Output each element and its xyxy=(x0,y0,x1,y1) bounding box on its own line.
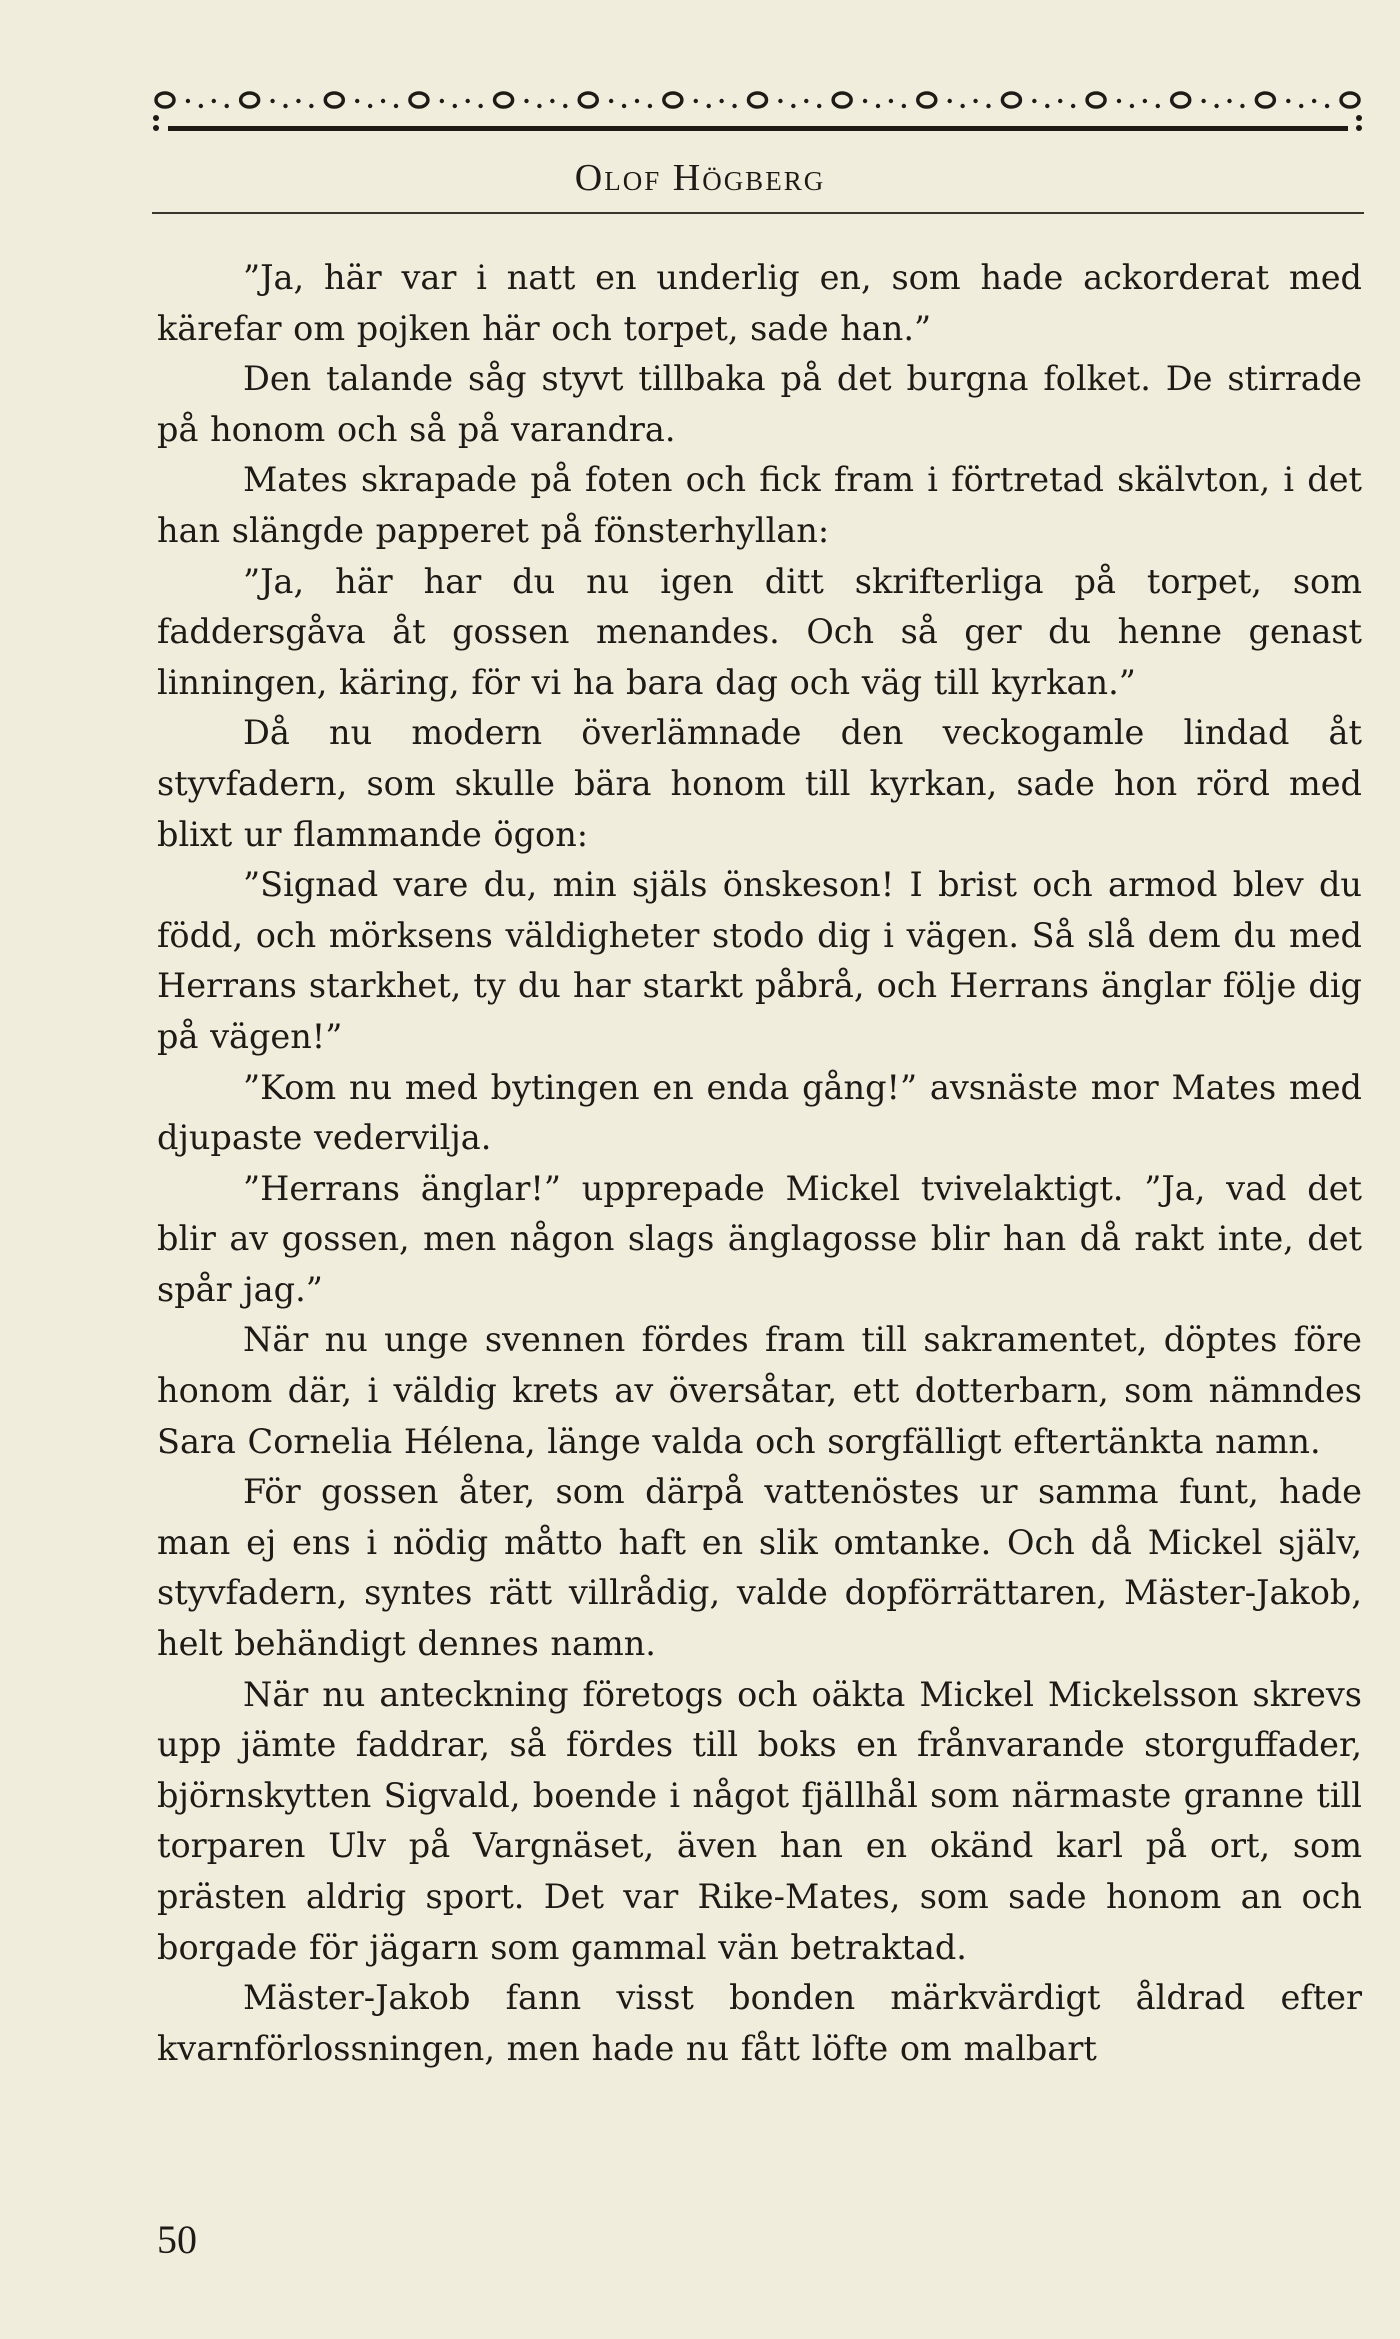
ornament-dot xyxy=(732,104,736,108)
paragraph: Mäster-Jakob fann visst bonden märkvärdigt åldrad efter kvarnförlossningen, men hade nu fått löfte om malbart xyxy=(157,1978,1362,2068)
ornament-ring xyxy=(156,93,174,107)
ornament-dot xyxy=(948,99,952,103)
ornament-dot xyxy=(609,99,613,103)
ornament-dot xyxy=(1130,104,1134,108)
ornament-dot xyxy=(212,99,216,103)
ornament-dot xyxy=(309,104,313,108)
ornament-ring xyxy=(833,93,851,107)
ornament-dot xyxy=(537,104,541,108)
ornament-dot xyxy=(440,99,444,103)
ornament-dot xyxy=(635,99,639,103)
ornament-dot xyxy=(153,115,159,121)
ornament-dot xyxy=(1356,115,1362,121)
ornament-dot xyxy=(1312,99,1316,103)
ornament-ring xyxy=(1256,93,1274,107)
ornament-dot xyxy=(550,99,554,103)
ornament-dot xyxy=(1240,104,1244,108)
paragraph: ”Kom nu med bytingen en enda gång!” avsnäste mor Mates med djupaste vedervilja. xyxy=(157,1067,1362,1158)
ornament-ring xyxy=(664,93,682,107)
ornament-dot xyxy=(1071,104,1075,108)
ornament-dot xyxy=(719,99,723,103)
paragraph: ”Herrans änglar!” upprepade Mickel tvivelaktigt. ”Ja, vad det blir av gossen, men någon slags änglagosse blir han då rakt inte, det spår jag.” xyxy=(157,1168,1362,1309)
ornament-ring xyxy=(579,93,597,107)
ornament-dot xyxy=(1117,99,1121,103)
paragraph: När nu unge svennen fördes fram till sakramentet, döptes före honom där, i väldig krets av översåtar, ett dotterbarn, som nämndes Sara Cornelia Hélena, länge valda och sorgfälligt eftertänkta namn. xyxy=(157,1320,1362,1461)
ornament-dot xyxy=(1325,104,1329,108)
ornament-dot xyxy=(270,99,274,103)
ornament-ring xyxy=(410,93,428,107)
ornament-dot xyxy=(960,104,964,108)
ornament-ring xyxy=(1002,93,1020,107)
ornament-dot xyxy=(1032,99,1036,103)
ornament-ring xyxy=(749,93,767,107)
ornament-dot xyxy=(524,99,528,103)
ornament-dot xyxy=(153,125,159,131)
ornament-dot xyxy=(1156,104,1160,108)
ornament-dot xyxy=(648,104,652,108)
ornament-dot xyxy=(817,104,821,108)
ornament-dot xyxy=(1214,104,1218,108)
body-text xyxy=(157,253,1362,2074)
paragraph: För gossen åter, som därpå vattenöstes ur samma funt, hade man ej ens i nödig måtto haft en slik omtanke. Och då Mickel själv, styvfadern, syntes rätt villrådig, valde dopförrättaren, Mäster-Jakob, helt behändigt dennes namn. xyxy=(157,1472,1362,1664)
ornament-dot xyxy=(1227,99,1231,103)
ornament-dot xyxy=(622,104,626,108)
ornament-dot xyxy=(1143,99,1147,103)
ornament-ring xyxy=(241,93,259,107)
ornament-dot xyxy=(1356,125,1362,131)
running-head: Olof Högberg xyxy=(574,157,826,199)
ornament-dot xyxy=(1286,99,1290,103)
paragraph: ”Ja, här var i natt en underlig en, som hade ackorderat med kärefar om pojken här och torpet, sade han.” xyxy=(157,258,1362,348)
ornament-rule xyxy=(168,126,1348,131)
paragraph: När nu anteckning företogs och oäkta Mickel Mickelsson skrevs upp jämte faddrar, så fördes till boks en frånvarande storguffader, björnskytten Sigvald, boende i något fjällhål som närmaste granne till torparen Ulv på Vargnäset, även han en okänd karl på ort, som prästen aldrig sport. Det var Rike-Mates, som sade honom an och borgade för jägarn som gammal vän betraktad. xyxy=(157,1674,1362,1967)
ornament-dot xyxy=(902,104,906,108)
ornament-dot xyxy=(804,99,808,103)
ornament-dot xyxy=(381,99,385,103)
ornament-dot xyxy=(453,104,457,108)
paragraph: ”Ja, här har du nu igen ditt skrifterliga på torpet, som faddersgåva åt gossen menandes. Och så ger du henne genast linningen, käring, för vi ha bara dag och väg till kyrkan.” xyxy=(157,561,1362,702)
ornament-dot xyxy=(876,104,880,108)
ornament-ring xyxy=(495,93,513,107)
ornament-ring xyxy=(1172,93,1190,107)
ornament-dot xyxy=(791,104,795,108)
ornament-dot xyxy=(889,99,893,103)
ornament-dot xyxy=(199,104,203,108)
ornament-dot xyxy=(283,104,287,108)
ornament-ring xyxy=(1341,93,1359,107)
page-number: 50 xyxy=(157,2217,197,2262)
ornament-dot xyxy=(225,104,229,108)
paragraph: Mates skrapade på foten och fick fram i förtretad skälvton, i det han slängde papperet på fönsterhyllan: xyxy=(157,460,1362,550)
ornament-dot xyxy=(694,99,698,103)
ornament-dot xyxy=(394,104,398,108)
ornament-dot xyxy=(1299,104,1303,108)
ornament-dot xyxy=(778,99,782,103)
ornament-dot xyxy=(368,104,372,108)
paragraph: Den talande såg styvt tillbaka på det burgna folket. De stirrade på honom och så på varandra. xyxy=(157,359,1362,449)
ornament-dot xyxy=(863,99,867,103)
ornament-ring xyxy=(325,93,343,107)
ornament-dot xyxy=(1058,99,1062,103)
ornament-dot xyxy=(973,99,977,103)
ornament-dot xyxy=(986,104,990,108)
ornament-dot xyxy=(707,104,711,108)
ornament-dot xyxy=(296,99,300,103)
ornament-dot xyxy=(1045,104,1049,108)
ornament-ring xyxy=(918,93,936,107)
ornament-dot xyxy=(478,104,482,108)
ornament-dot xyxy=(563,104,567,108)
paragraph: Då nu modern överlämnade den veckogamle lindad åt styvfadern, som skulle bära honom till kyrkan, sade hon rörd med blixt ur flammande ögon: xyxy=(157,713,1362,854)
ornament-dot xyxy=(466,99,470,103)
header-rule xyxy=(152,212,1364,214)
ornament-dot xyxy=(186,99,190,103)
ornament-ring xyxy=(1087,93,1105,107)
paragraph: ”Signad vare du, min själs önskeson! I brist och armod blev du född, och mörksens väldigheter stodo dig i vägen. Så slå dem du med Herrans starkhet, ty du har starkt påbrå, och Herrans änglar följe dig på vägen!” xyxy=(157,865,1362,1056)
ornament-dot xyxy=(355,99,359,103)
ornament-dot xyxy=(1201,99,1205,103)
ornamental-header-border xyxy=(150,82,1365,142)
